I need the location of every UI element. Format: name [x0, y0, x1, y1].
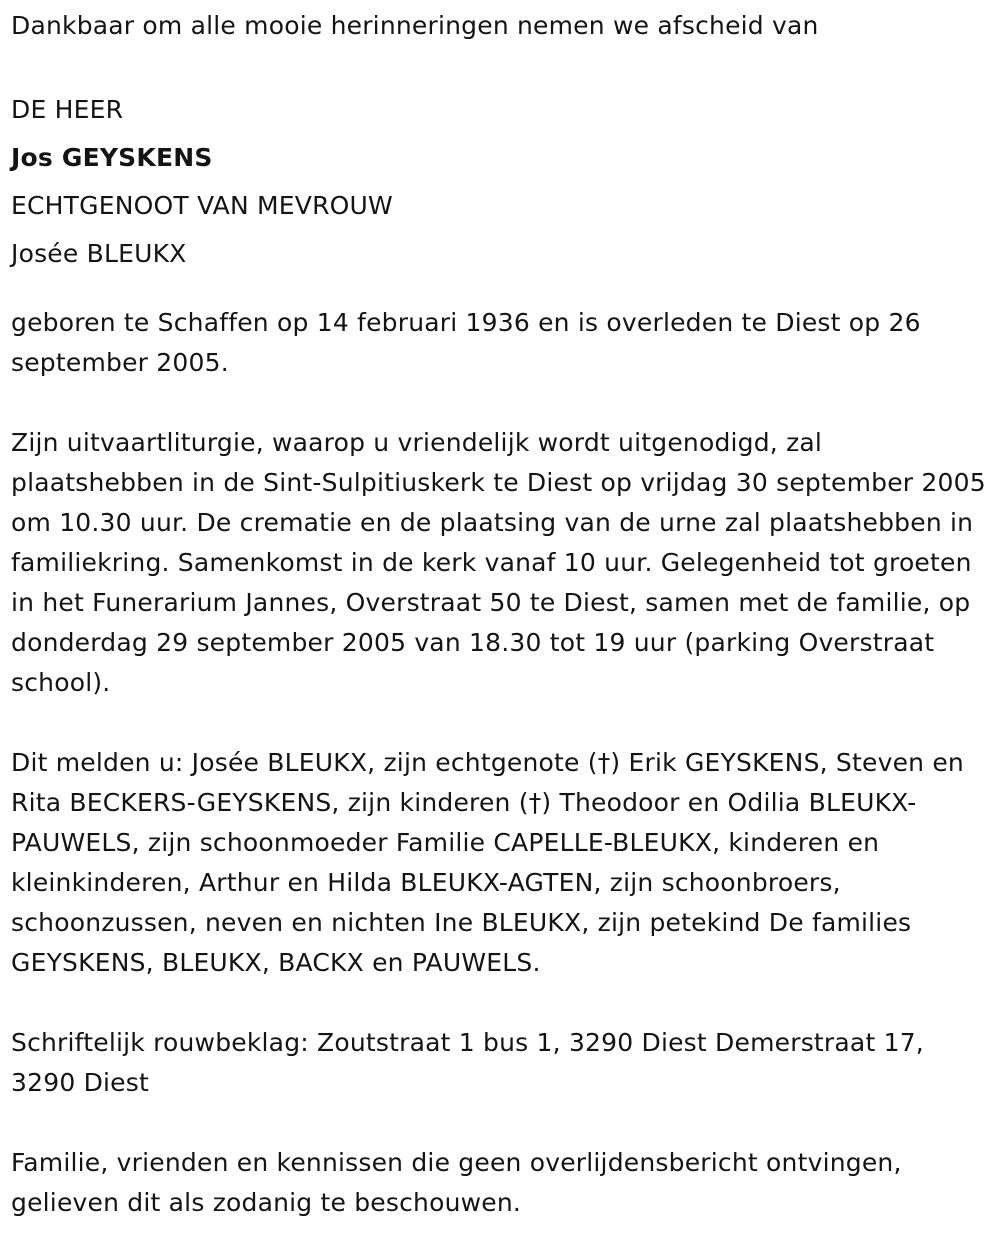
closing-paragraph: Familie, vrienden en kennissen die geen overlijdensbericht ontvingen, gelieven dit als zodanig te beschouwen.: [11, 1148, 902, 1217]
deceased-relation: ECHTGENOOT VAN MEVROUW: [11, 191, 393, 220]
condolence-paragraph: Schriftelijk rouwbeklag: Zoutstraat 1 bus 1, 3290 Diest Demerstraat 17, 3290 Diest: [11, 1028, 924, 1097]
deceased-header: [11, 86, 990, 278]
spouse-name: Josée BLEUKX: [11, 239, 187, 268]
birth-death-paragraph: geboren te Schaffen op 14 februari 1936 en is overleden te Diest op 26 september 2005.: [11, 308, 921, 377]
family-paragraph: Dit melden u: Josée BLEUKX, zijn echtgenote (†) Erik GEYSKENS, Steven en Rita BECKERS-GEYSKENS, zijn kinderen (†) Theodoor en Odilia BLEUKX-PAUWELS, zijn schoonmoeder Familie CAPELLE-BLEUKX, kinderen en kleinkinderen, Arthur en Hilda BLEUKX-AGTEN, zijn schoonbroers, schoonzussen, neven en nichten Ine BLEUKX, zijn petekind De families GEYSKENS, BLEUKX, BACKX en PAUWELS.: [11, 748, 964, 977]
funeral-paragraph: Zijn uitvaartliturgie, waarop u vriendelijk wordt uitgenodigd, zal plaatshebben in de Sint-Sulpitiuskerk te Diest op vrijdag 30 september 2005 om 10.30 uur. De crematie en de plaatsing van de urne zal plaatshebben in familiekring. Samenkomst in de kerk vanaf 10 uur. Gelegenheid tot groeten in het Funerarium Jannes, Overstraat 50 te Diest, samen met de familie, op donderdag 29 september 2005 van 18.30 tot 19 uur (parking Overstraat school).: [11, 428, 986, 697]
deceased-title: DE HEER: [11, 95, 124, 124]
deceased-name: Jos GEYSKENS: [11, 143, 213, 172]
intro-text: Dankbaar om alle mooie herinneringen nemen we afscheid van: [11, 11, 819, 40]
